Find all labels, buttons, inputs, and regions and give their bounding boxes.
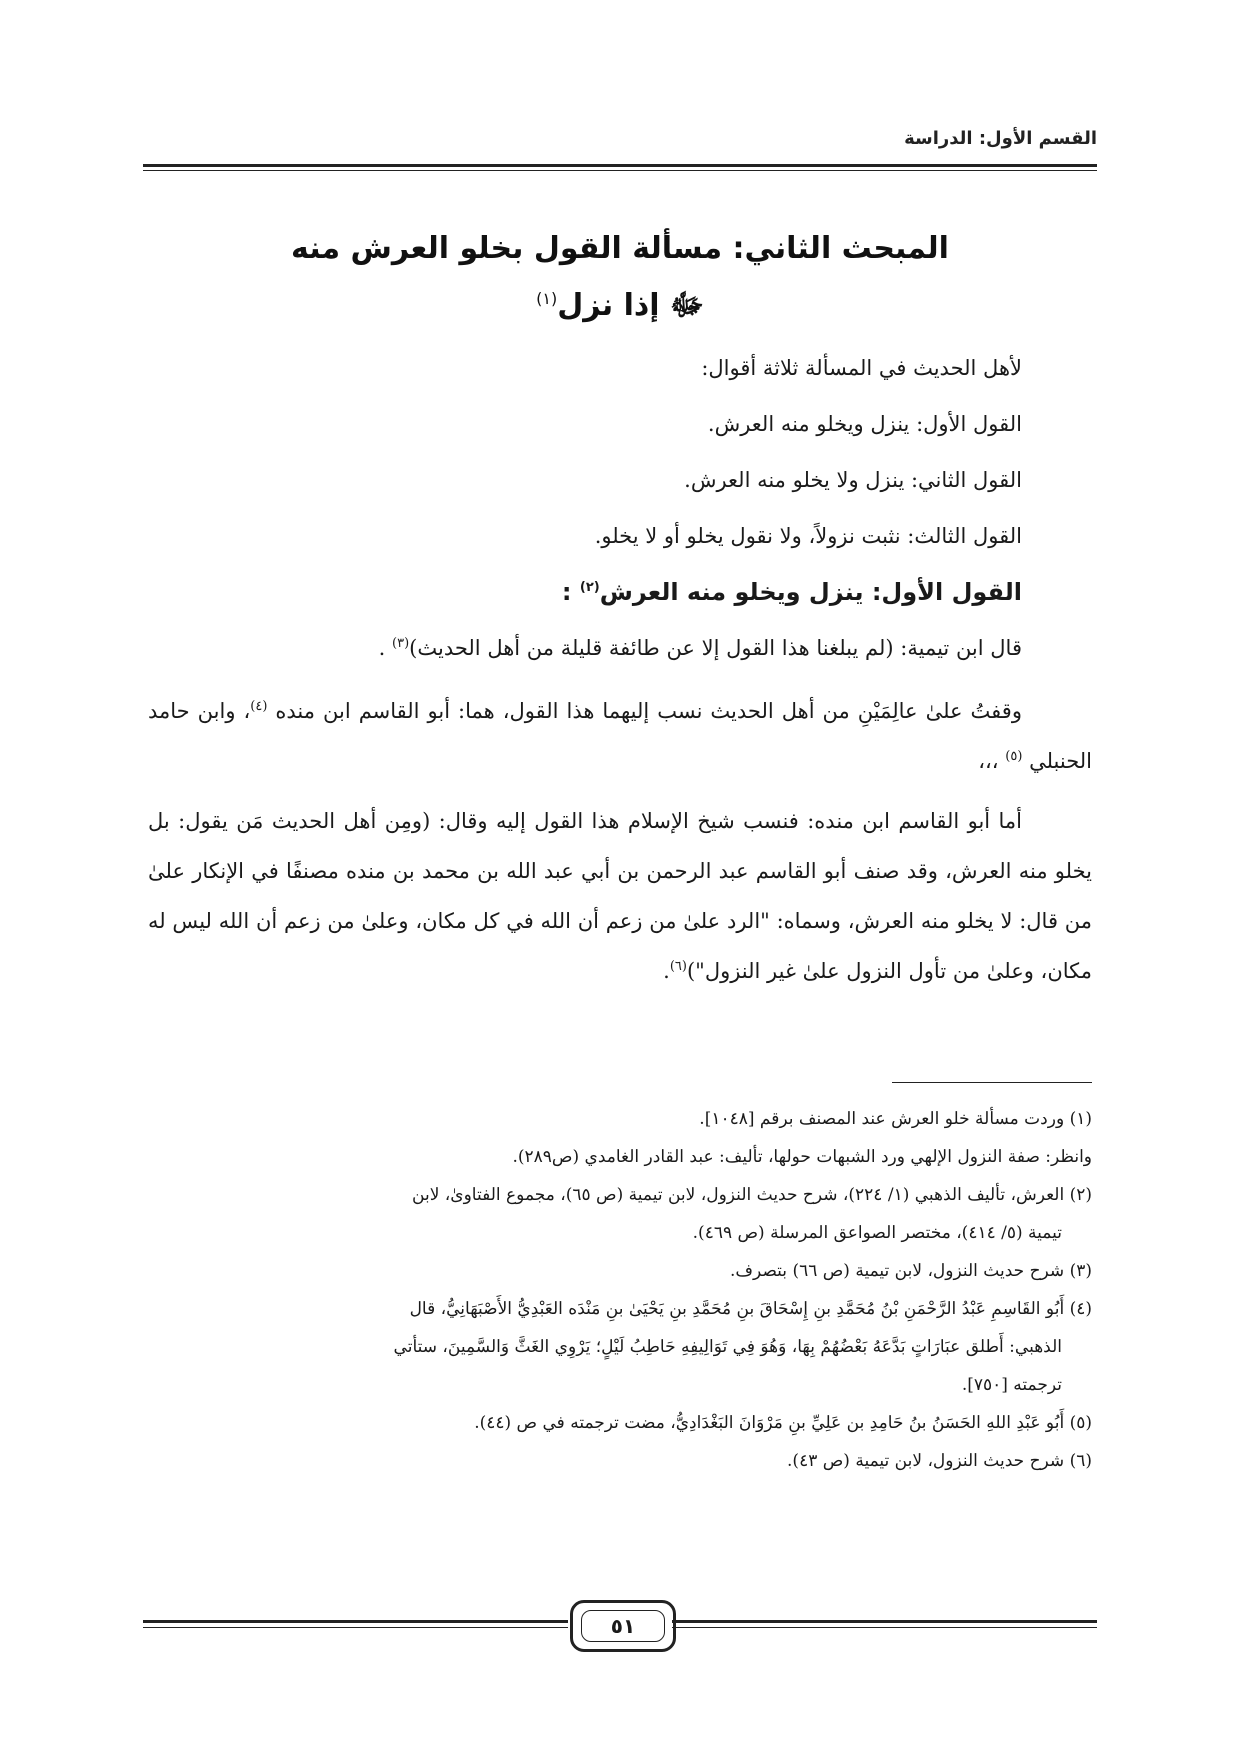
paragraph-1-text: قال ابن تيمية: (لم يبلغنا هذا القول إلا عن طائفة قليلة من أهل الحديث)	[409, 636, 1022, 660]
footnote-4-cont: الذهبي: أَطلق عبَارَاتٍ بَدَّعَهُ بَعْضُهُمْ بِهَا، وَهُوَ فِي تَوَالِيفِهِ حَاطِبُ لَيْلٍ؛ يَرْوِي الغَثَّ وَالسَّمِينَ، ستأتي	[393, 1337, 1062, 1357]
header-rule-thick	[143, 164, 1097, 167]
footnote-separator	[892, 1082, 1092, 1083]
subheading-text: القول الأول: ينزل ويخلو منه العرش	[599, 578, 1022, 606]
footnote-5: (٥) أَبُو عَبْدِ اللهِ الحَسَنُ بنُ حَامِدِ بن عَلِيِّ بنِ مَرْوَانَ البَغْدَادِيُّ، مضت ترجمته في ص (٤٤).	[474, 1413, 1092, 1433]
paragraph-2	[148, 686, 1092, 786]
footnote-4: (٤) أَبُو القَاسِمِ عَبْدُ الرَّحْمَنِ بْنُ مُحَمَّدِ بنِ إِسْحَاقَ بنِ مُحَمَّدِ بنِ يَحْيَىٰ بنِ مَنْدَه العَبْدِيُّ الأَصْبَهَانِيُّ، قال	[409, 1299, 1092, 1319]
footnote-2-cont: تيمية (٥/ ٤١٤)، مختصر الصواعق المرسلة (ص ٤٦٩).	[692, 1223, 1062, 1243]
paragraph-3	[148, 796, 1092, 996]
paragraph-2-text-c: ،،،	[978, 749, 1006, 773]
running-head: القسم الأول: الدراسة	[904, 128, 1097, 149]
title-footnote-ref: (١)	[536, 289, 558, 308]
footer-rule-right-thick	[672, 1620, 1097, 1623]
paragraph-2-footnote-ref-5: (٥)	[1005, 749, 1023, 764]
opinion-1: القول الأول: ينزل ويخلو منه العرش.	[707, 412, 1022, 436]
footnote-6: (٦) شرح حديث النزول، لابن تيمية (ص ٤٣).	[787, 1451, 1092, 1471]
footnote-3: (٣) شرح حديث النزول، لابن تيمية (ص ٦٦) بتصرف.	[730, 1261, 1092, 1281]
subheading-footnote-ref: (٢)	[579, 580, 600, 595]
section-title	[160, 224, 1080, 331]
opinion-2: القول الثاني: ينزل ولا يخلو منه العرش.	[684, 468, 1022, 492]
footnote-4-cont-2: ترجمته [٧٥٠].	[961, 1375, 1062, 1395]
title-line-1: المبحث الثاني: مسألة القول بخلو العرش منه	[291, 231, 949, 266]
footnote-2: (٢) العرش، تأليف الذهبي (١/ ٢٢٤)، شرح حديث النزول، لابن تيمية (ص ٦٥)، مجموع الفتاوىٰ، لابن	[412, 1185, 1092, 1205]
paragraph-1	[148, 620, 1092, 676]
paragraph-2-text-a: وقفتُ علىٰ عالِمَيْنِ من أهل الحديث نسب إليهما هذا القول، هما: أبو القاسم ابن منده	[275, 699, 1022, 723]
body-text	[148, 340, 1092, 996]
paragraph-1-tail: .	[378, 636, 393, 660]
subheading-tail: :	[561, 578, 580, 606]
page-number: ٥١	[581, 1610, 665, 1642]
footnote-1-cont: وانظر: صفة النزول الإلهي ورد الشبهات حولها، تأليف: عبد القادر الغامدي (ص٢٨٩).	[512, 1147, 1092, 1167]
paragraph-2-text-b: ، وابن حامد الحنبلي	[148, 699, 1092, 773]
footnote-1: (١) وردت مسألة خلو العرش عند المصنف برقم [١٠٤٨].	[699, 1109, 1092, 1129]
footer-rule-right-thin	[672, 1627, 1097, 1628]
paragraph-1-footnote-ref: (٣)	[392, 636, 410, 651]
subheading	[148, 564, 1092, 620]
title-line-2-text: ﷻ إذا نزل	[557, 288, 704, 323]
footer-rule-left-thick	[143, 1620, 568, 1623]
paragraph-3-text: أما أبو القاسم ابن منده: فنسب شيخ الإسلام هذا القول إليه وقال: (ومِن أهل الحديث مَن يقول: بل يخلو منه العرش، وقد صنف أبو القاسم عبد الرحمن بن أبي عبد الله بن محمد بن منده مصنفًا في الإنكار علىٰ من قال: لا يخلو منه العرش، وسماه: "الرد علىٰ من زعم أن الله في كل مكان، وعلىٰ من زعم أن الله ليس له مكان، وعلىٰ من تأول النزول علىٰ غير النزول")	[148, 809, 1092, 983]
paragraph-3-tail: .	[663, 959, 670, 983]
title-line-2	[160, 274, 1080, 331]
footer-rule-left-thin	[143, 1627, 568, 1628]
paragraph-2-footnote-ref-4: (٤)	[250, 699, 268, 714]
intro-line: لأهل الحديث في المسألة ثلاثة أقوال:	[701, 356, 1022, 380]
header-rule-thin	[143, 170, 1097, 171]
page-number-frame	[570, 1600, 676, 1652]
paragraph-3-footnote-ref: (٦)	[669, 959, 687, 974]
footnotes	[148, 1100, 1092, 1480]
opinion-3: القول الثالث: نثبت نزولاً، ولا نقول يخلو أو لا يخلو.	[594, 524, 1022, 548]
